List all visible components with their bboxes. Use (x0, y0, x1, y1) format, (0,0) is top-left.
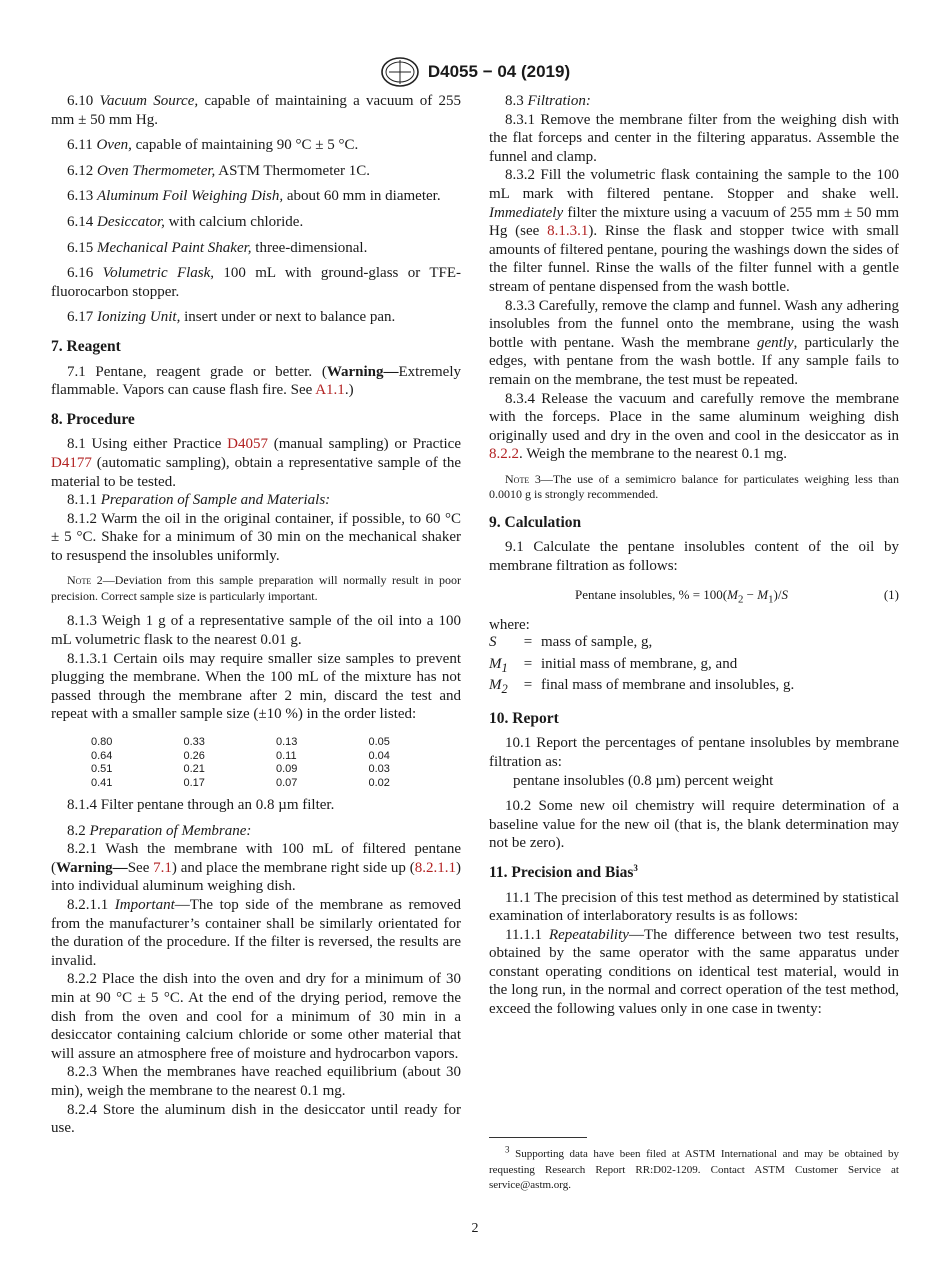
table-row: $M_1$ = initial mass of membrane, g, and (489, 655, 738, 675)
para-10-2: 10.2 Some new oil chemistry will require determination of a baseline value for the new oil (that is, the blank determination may not be zero). (489, 798, 899, 852)
para-8-1: 8.1 Using either Practice D4057 (manual sampling) or Practice D4177 (automatic sampling), obtain a representative sample of the material to be tested. (51, 436, 461, 490)
table-row: 0.64 0.26 0.11 0.04 (91, 749, 390, 762)
page-number: 2 (471, 1221, 479, 1236)
para-11-1-1: 11.1.1 Repeatability—The difference between two test results, obtained by the same operator with the same apparatus under constant operating conditions on identical test material, would in the long run, in the normal and correct operation of the test method, exceed the following values only in one case in twenty: (489, 926, 899, 1018)
equation-body: Pentane insolubles, % = $100(M_2 - M_1)/S$ (575, 586, 788, 606)
equation-number: (1) (883, 586, 899, 602)
para-6-13: 6.13 Aluminum Foil Weighing Dish, about 60 mm in diameter. (67, 188, 441, 205)
para-8-2-1: 8.2.1 Wash the membrane with 100 mL of filtered pentane (Warning—See 7.1) and place the membrane right side up (8.2.1.1) into individual aluminum weighing dish. (51, 841, 461, 895)
para-6-14: 6.14 Desiccator, with calcium chloride. (67, 213, 304, 230)
para-6-12: 6.12 Oven Thermometer, ASTM Thermometer 1C. (67, 162, 371, 179)
para-9-1: 9.1 Calculate the pentane insolubles content of the oil by membrane filtration as follows: (489, 539, 899, 575)
link-8-1-3-1[interactable]: 8.1.3.1 (547, 223, 589, 240)
left-column (51, 92, 461, 1138)
table-row: $M_2$ = final mass of membrane and insolubles, g. (489, 677, 795, 697)
para-8-3-3: 8.3.3 Carefully, remove the clamp and funnel. Wash any adhering insolubles from the funnel onto the membrane, using the wash bottle with pentane. Wash the membrane gently, particularly the edges, with pentane from the wash bottle. If any sample fails to remain on the membrane, the test must be repeated. (489, 297, 899, 388)
right-column (489, 92, 899, 1019)
equation-1 (489, 584, 899, 606)
para-7-1: 7.1 Pentane, reagent grade or better. (Warning—Extremely flammable. Vapors can cause flash fire. See A1.1.) (51, 363, 461, 399)
para-10-1: 10.1 Report the percentages of pentane insolubles by membrane filtration as: (489, 735, 899, 770)
note-3: Note 3—The use of a semimicro balance for particulates weighing less than 0.0010 g is strongly recommended. (489, 471, 899, 502)
para-6-17: 6.17 Ionizing Unit, insert under or next to balance pan. (67, 309, 396, 326)
table-row: 0.80 0.33 0.13 0.05 (91, 736, 390, 749)
para-11-1: 11.1 The precision of this test method as determined by statistical examination of interlaboratory results is as follows: (489, 889, 899, 925)
link-d4177[interactable]: D4177 (51, 454, 92, 471)
para-8-1-2: 8.1.2 Warm the oil in the original container, if possible, to 60 °C ± 5 °C. Shake for a minimum of 30 min on the mechanical shaker to resuspend the insolubles uniformly. (51, 510, 461, 564)
para-6-16: 6.16 Volumetric Flask, 100 mL with ground-glass or TFE-fluorocarbon stopper. (51, 265, 461, 300)
para-8-1-4: 8.1.4 Filter pentane through an 0.8 µm filter. (67, 797, 335, 814)
para-6-11: 6.11 Oven, capable of maintaining 90 °C ± 5 °C. (67, 137, 359, 154)
heading-precision-bias: 11. Precision and Bias$^3$ (489, 862, 638, 881)
para-8-2-1-1: 8.2.1.1 Important—The top side of the membrane as removed from the manufacturer’s container shall be similarly orientated for the duration of the procedure. If the filter is reversed, the results are invalid. (51, 897, 461, 969)
para-6-15: 6.15 Mechanical Paint Shaker, three-dimensional. (67, 239, 368, 256)
para-8-2: 8.2 Preparation of Membrane: (67, 822, 252, 839)
link-a1-1[interactable]: A1.1 (315, 382, 345, 399)
table-row: S = mass of sample, g, (489, 634, 653, 651)
heading-calculation: 9. Calculation (489, 513, 582, 531)
para-8-3: 8.3 Filtration: (505, 93, 591, 109)
link-7-1[interactable]: 7.1 (153, 859, 172, 876)
link-d4057[interactable]: D4057 (227, 436, 268, 453)
where-label: where: (489, 616, 530, 633)
variable-definitions (489, 634, 794, 699)
table-row: 0.51 0.21 0.09 0.03 (91, 763, 390, 776)
para-8-3-1: 8.3.1 Remove the membrane filter from the weighing dish with the flat forceps and center in the filtering apparatus. Assemble the funnel and clamp. (489, 111, 899, 165)
para-8-2-4: 8.2.4 Store the aluminum dish in the desiccator until ready for use. (51, 1101, 461, 1137)
document-designation: D4055 − 04 (2019) (427, 62, 571, 81)
para-8-3-4: 8.3.4 Release the vacuum and carefully remove the membrane with the forceps. Place in the same aluminum weighing dish originally used and dry in the oven and cool in the desiccator as in 8.2.2. Weigh the membrane to the nearest 0.1 mg. (489, 390, 899, 463)
sample-size-table (91, 736, 461, 790)
astm-logo-icon (380, 56, 420, 88)
para-8-1-3: 8.1.3 Weigh 1 g of a representative sample of the oil into a 100 mL volumetric flask to the nearest 0.01 g. (51, 613, 461, 649)
para-8-2-3: 8.2.3 When the membranes have reached equilibrium (about 30 min), weigh the membrane to the nearest 0.1 mg. (51, 1064, 461, 1099)
link-8-2-1-1[interactable]: 8.2.1.1 (414, 859, 456, 876)
table-row: 0.41 0.17 0.07 0.02 (91, 776, 390, 789)
para-8-2-2: 8.2.2 Place the dish into the oven and dry for a minimum of 30 min at 90 °C ± 5 °C. At the end of the drying period, remove the dish from the oven and cool for a minimum of 30 min in a desiccator containing calcium chloride or some other material that will assure an atmosphere free of moisture and hydrocarbon vapors. (51, 971, 461, 1062)
note-2: Note 2—Deviation from this sample preparation will normally result in poor precision. Correct sample size is particularly important. (51, 573, 461, 603)
link-8-2-2[interactable]: 8.2.2 (489, 446, 519, 463)
para-8-3-2: 8.3.2 Fill the volumetric flask containing the sample to the 100 mL mark with filtered pentane. Stopper and shake well. Immediately filter the mixture using a vacuum of 255 mm ± 50 mm Hg (see 8.1.3.1). Rinse the flask and stopper twice with small amounts of filtered pentane, pouring the washings down the sides of the filter funnel. Rinse the walls of the filter funnel with a gentle stream of pentane dispensed from the wash bottle. (489, 167, 900, 295)
heading-procedure: 8. Procedure (51, 410, 135, 428)
report-format-line: pentane insolubles (0.8 µm) percent weight (513, 772, 774, 789)
footnote-3: $^3$ Supporting data have been filed at ASTM International and may be obtained by requesting Research Report RR:D02-1209. Contact ASTM Customer Service at service@astm.org. (489, 1144, 899, 1191)
para-8-1-1: 8.1.1 Preparation of Sample and Materials: (67, 492, 331, 509)
heading-reagent: 7. Reagent (51, 337, 121, 355)
para-6-10: 6.10 Vacuum Source, capable of maintaining a vacuum of 255 mm ± 50 mm Hg. (51, 93, 461, 128)
page-header (0, 56, 950, 88)
footnote-divider (489, 1137, 587, 1138)
para-8-1-3-1: 8.1.3.1 Certain oils may require smaller size samples to prevent plugging the membrane. When the 100 mL of the mixture has not passed through the membrane after 2 min, discard the test and repeat with a smaller sample size (±10 %) in the order listed: (51, 650, 461, 723)
heading-report: 10. Report (489, 709, 559, 727)
